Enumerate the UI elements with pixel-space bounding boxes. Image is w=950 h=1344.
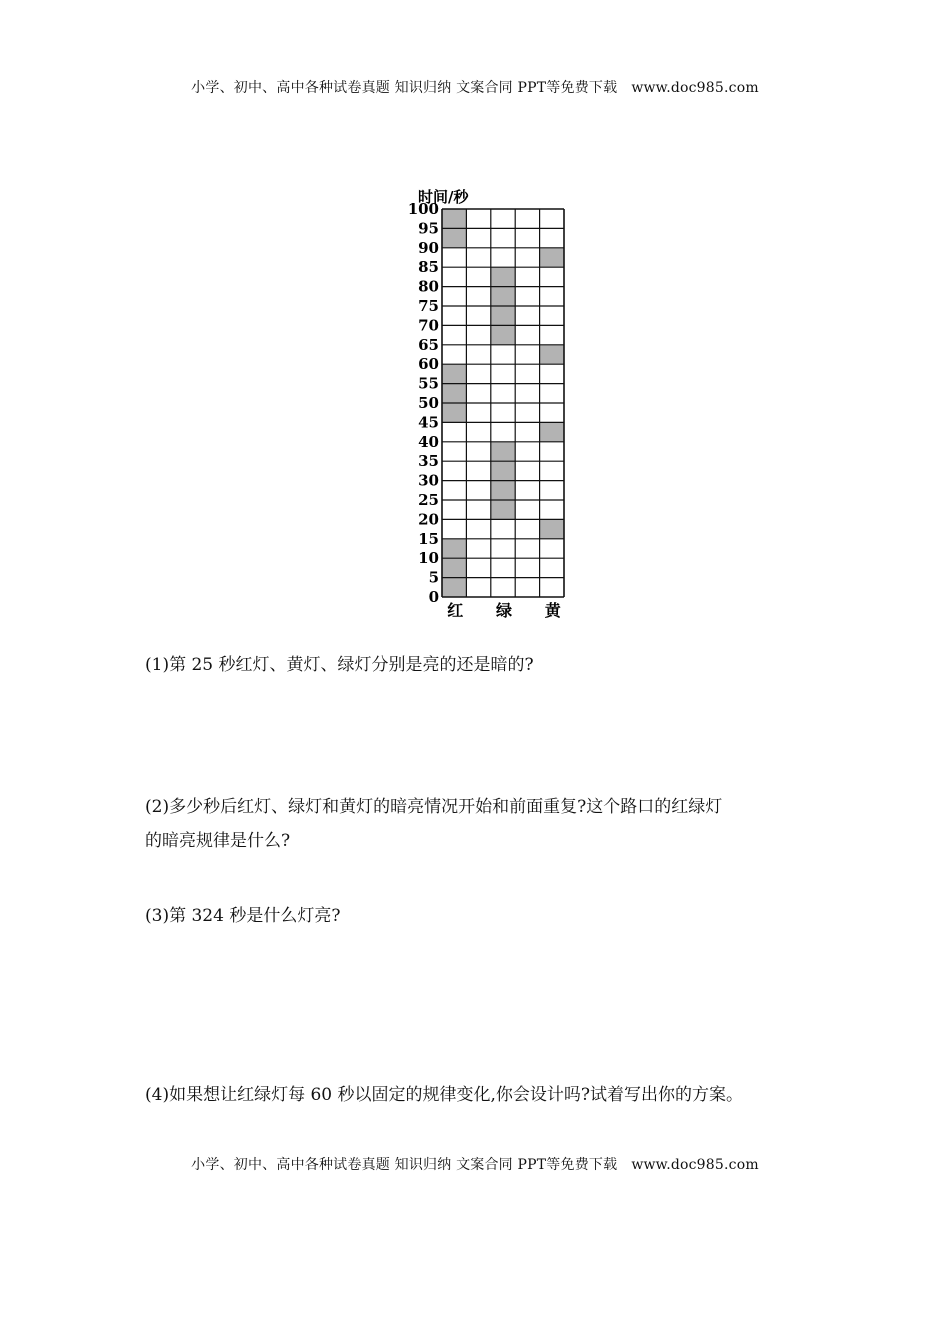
y-tick-label: 90	[418, 238, 439, 257]
chart-grid	[442, 209, 564, 597]
page-footer	[0, 1154, 950, 1174]
chart-y-ticks	[408, 200, 439, 606]
question-1: (1)第 25 秒红灯、黄灯、绿灯分别是亮的还是暗的?	[145, 655, 534, 675]
question-4: (4)如果想让红绿灯每 60 秒以固定的规律变化,你会设计吗?试着写出你的方案。	[145, 1085, 744, 1105]
y-tick-label: 80	[418, 277, 439, 296]
y-tick-label: 10	[418, 549, 439, 568]
y-tick-label: 65	[418, 335, 439, 354]
y-tick-label: 60	[418, 355, 439, 374]
y-tick-label: 85	[418, 258, 439, 277]
chart-y-label: 时间/秒	[418, 188, 469, 206]
y-tick-label: 5	[428, 568, 439, 587]
y-tick-label: 35	[418, 452, 439, 471]
y-tick-label: 70	[418, 316, 439, 335]
y-tick-label: 40	[418, 432, 439, 451]
y-tick-label: 55	[418, 374, 439, 393]
light-on-1-2	[442, 364, 466, 422]
x-label-4: 黄	[544, 601, 561, 620]
y-tick-label: 100	[407, 200, 439, 218]
traffic-light-chart	[360, 180, 590, 630]
y-tick-label: 20	[418, 510, 439, 529]
light-on-3-3	[540, 345, 564, 364]
question-2	[145, 790, 722, 858]
footer-text: 小学、初中、高中各种试卷真题 知识归纳 文案合同 PPT等免费下载	[191, 1157, 618, 1173]
y-tick-label: 50	[418, 394, 439, 412]
question-3: (3)第 324 秒是什么灯亮?	[145, 906, 341, 926]
question-2-line-1: (2)多少秒后红灯、绿灯和黄灯的暗亮情况开始和前面重复?这个路口的红绿灯	[145, 797, 723, 817]
header-text: 小学、初中、高中各种试卷真题 知识归纳 文案合同 PPT等免费下载	[191, 80, 618, 96]
y-tick-label: 75	[418, 297, 439, 315]
x-label-0: 红	[447, 601, 464, 620]
y-tick-label: 25	[418, 491, 439, 509]
y-tick-label: 15	[418, 529, 439, 548]
header-site: www.doc985.com	[631, 80, 759, 96]
y-tick-label: 45	[418, 413, 439, 432]
footer-site: www.doc985.com	[631, 1157, 759, 1173]
y-tick-label: 30	[418, 471, 439, 490]
y-tick-label: 0	[428, 588, 439, 606]
light-on-3-1	[540, 519, 564, 538]
question-2-line-2: 的暗亮规律是什么?	[145, 831, 291, 851]
y-tick-label: 95	[418, 219, 439, 238]
light-on-3-2	[540, 422, 564, 441]
x-label-2: 绿	[495, 601, 513, 620]
page-header	[0, 77, 950, 97]
chart-x-labels	[447, 601, 562, 620]
light-on-1-1	[442, 539, 466, 597]
light-on-3-4	[540, 248, 564, 267]
